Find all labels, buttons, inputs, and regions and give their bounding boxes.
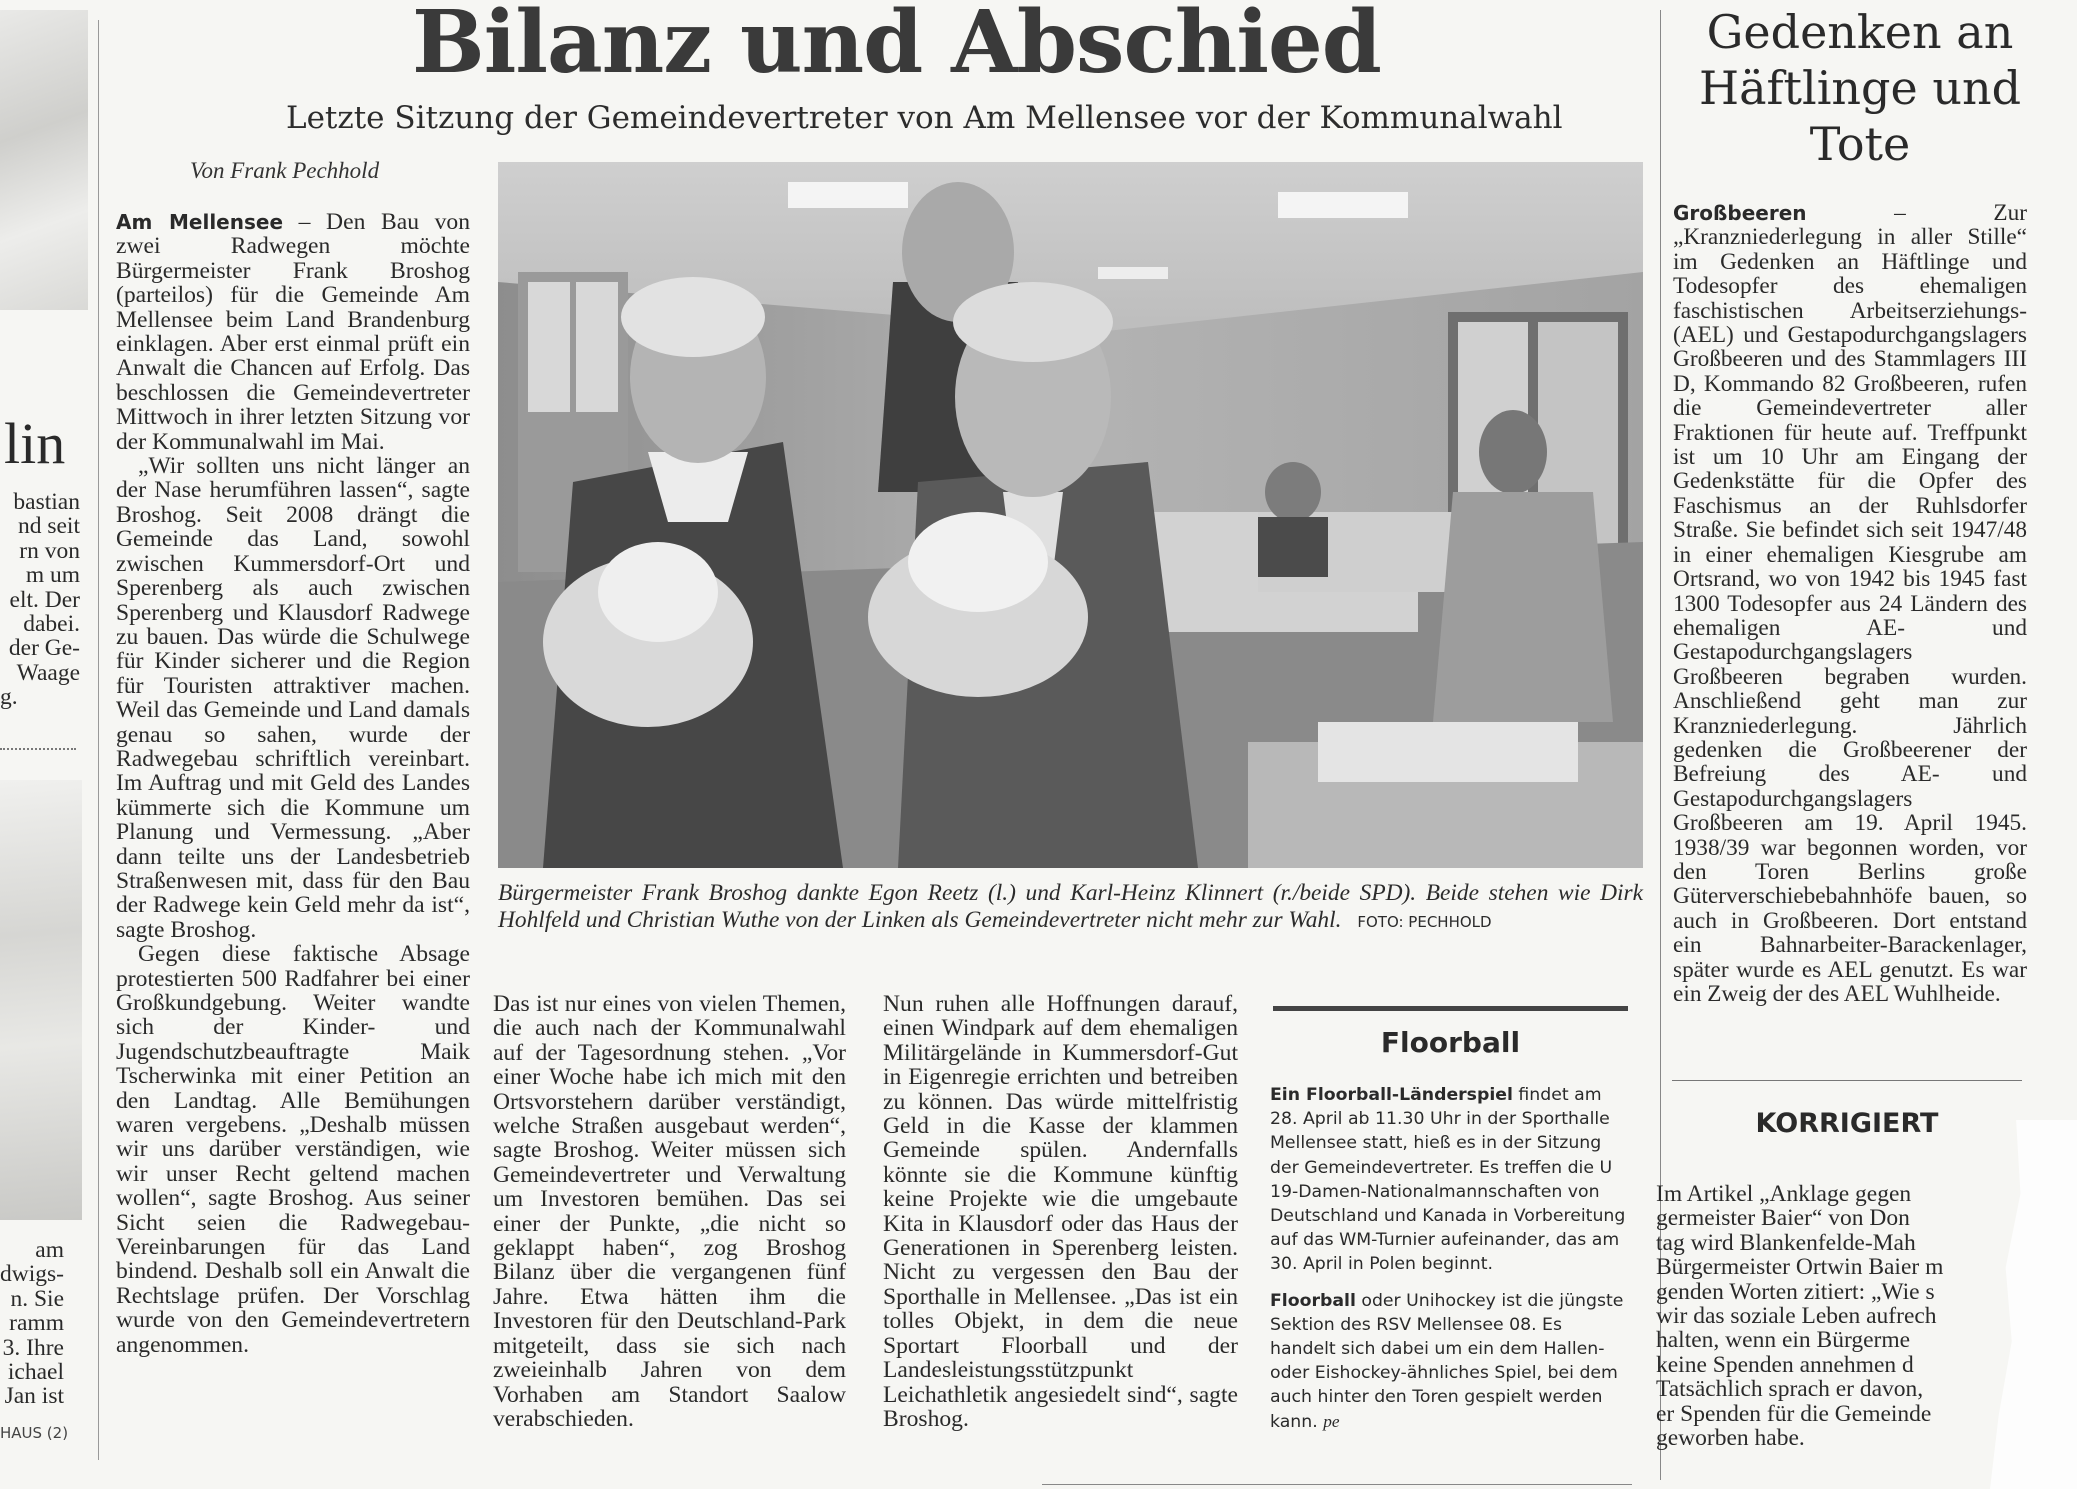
- paragraph: „Wir sollten uns nicht länger an der Nase herumführen lassen“, sagte Broshog. Seit 2008 drängt die Gemeinde das Land, sowohl zwischen Kummersdorf-Ort und Sperenberg als auch zwischen Sperenberg und Klausdorf Radwege zu bauen. Das würde die Schulwege für Kinder sicherer und die Region für Touristen attraktiver machen. Weil das Gemeinde und Land damals genau so sahen, wurde der Radwegebau schriftlich vereinbart. Im Auftrag und mit Geld des Landes kümmerte sich die Kommune um Planung und Vermessung. „Aber dann teilte uns der Landesbetrieb Straßenwesen mit, dass für den Bau der Radwege kein Geld mehr da ist“, sagte Broshog.: [116, 453, 470, 943]
- korrigiert-heading: KORRIGIERT: [1755, 1108, 1939, 1139]
- byline: Von Frank Pechhold: [190, 158, 380, 183]
- floorball-p2-lead: Floorball: [1270, 1290, 1356, 1311]
- left-fragment-line: ichael: [7, 1360, 64, 1385]
- floorball-p1-lead: Ein Floorball-Länderspiel: [1270, 1085, 1513, 1105]
- korrigiert-box: [1656, 1182, 1961, 1450]
- main-subheadline: Letzte Sitzung der Gemeindevertreter von Am Mellensee vor der Kommunalwahl: [286, 100, 1563, 136]
- korrigiert-line: genden Worten zitiert: „Wie s: [1656, 1279, 1935, 1305]
- korrigiert-line: geworben habe.: [1656, 1426, 1805, 1451]
- left-fragment-photo-top: [0, 10, 88, 310]
- korrigiert-line: wir das soziale Leben aufrech: [1656, 1304, 1937, 1329]
- left-fragment-line: 3. Ihre: [2, 1335, 64, 1361]
- left-fragment-text-bottom: [0, 1238, 64, 1409]
- left-fragment-photo-bottom: [0, 780, 82, 1220]
- left-fragment-line: ramm: [9, 1311, 64, 1336]
- main-column-2: [493, 992, 846, 1431]
- main-headline: Bilanz und Abschied: [412, 0, 1381, 93]
- left-fragment-line: nd seit: [17, 514, 80, 539]
- left-fragment-line: Waage: [16, 660, 80, 686]
- korrigiert-line: Tatsächlich sprach er davon,: [1656, 1377, 1924, 1402]
- paragraph: Gegen diese faktische Absage protestierten 500 Radfahrer bei einer Großkundgebung. Weiter wandte sich der Kinder- und Jugendschutzbeauftragte Maik Tscherwinka mit einer Petition an den Landtag. Alle Bemühungen waren vergebens. „Deshalb müssen wir uns darüber verständigen, wie wir unser Recht geltend machen wollen“, sagte Broshog. Aus seiner Sicht seien die Radwegebau-Vereinbarungen für das Land bindend. Deshalb soll ein Anwalt die Rechtslage prüfen. Der Vorschlag wurde von den Gemeindevertretern angenommen.: [116, 941, 470, 1358]
- left-fragment-credit: HAUS (2): [0, 1424, 69, 1442]
- right-headline: Gedenken an Häftlinge und Tote: [1698, 5, 2022, 171]
- caption-text: Bürgermeister Frank Broshog dankte Egon Reetz (l.) und Karl-Heinz Klinnert (r./beide SPD). Beide stehen wie Dirk Hohlfeld und Christian Wuthe von der Linken als Gemeindevertreter nicht mehr zur Wahl.: [498, 880, 1643, 933]
- column-rule-left: [98, 20, 99, 1460]
- left-fragment-line: g.: [0, 685, 18, 710]
- left-fragment-line: Jan ist: [4, 1384, 64, 1409]
- korrigiert-rule: [1672, 1080, 2022, 1081]
- left-fragment-word: lin: [4, 411, 66, 476]
- floorball-p2-text: oder Unihockey ist die jüngste Sektion des RSV Mellensee 08. Es handelt sich dabei um ein dem Hallen- oder Eishockey-ähnliches Spiel, bei dem auch hinter den Toren gespielt werden kann.: [1270, 1290, 1624, 1432]
- dateline: Am Mellensee: [116, 210, 284, 234]
- left-fragment-line: dwigs-: [0, 1262, 64, 1287]
- korrigiert-line: germeister Baier“ von Don: [1656, 1206, 1910, 1231]
- left-fragment-line: dabei.: [23, 612, 80, 637]
- photo-credit: FOTO: PECHHOLD: [1357, 913, 1492, 931]
- bottom-rule: [1042, 1484, 1632, 1485]
- right-dateline: Großbeeren: [1673, 201, 1807, 225]
- korrigiert-line: tag wird Blankenfelde-Mah: [1656, 1230, 1916, 1256]
- main-column-1: [116, 210, 470, 1357]
- left-fragment-line: m um: [25, 563, 80, 588]
- floorball-p1-text: findet am 28. April ab 11.30 Uhr in der Sporthalle Mellensee statt, hieß es in der Sitzung der Gemeindevertreter. Es treffen die U 19-Damen-Nationalmannschaften von Deutschland und Kanada in Vorbereitung auf das WM-Turnier aufeinander, das am 30. April in Polen beginnt.: [1270, 1085, 1626, 1275]
- left-fragment-line: der Ge-: [8, 636, 80, 661]
- korrigiert-line: Im Artikel „Anklage gegen: [1656, 1182, 1912, 1207]
- left-fragment-line: rn von: [19, 538, 80, 564]
- left-fragment-divider: [0, 748, 76, 750]
- paragraph: Nun ruhen alle Hoffnungen darauf, einen Windpark auf dem ehemaligen Militärgelände in Kummersdorf-Gut in Eigenregie errichten und betreiben zu können. Das würde mittelfristig Geld in die Kasse der klammen Gemeinde spülen. Andernfalls könnte sie die Kommune künftig keine Projekte wie die umgebaute Kita in Klausdorf oder das Haus der Generationen in Sperenberg leisten. Nicht zu vergessen den Bau der Sporthalle in Mellensee. „Das ist ein tolles Objekt, in dem die neue Sportart Floorball und der Landesleistungsstützpunkt Leichathletik angesiedelt sind“, sagte Broshog.: [883, 991, 1238, 1432]
- left-fragment-line: n. Sie: [10, 1286, 64, 1312]
- floorball-top-rule: [1273, 1006, 1628, 1011]
- korrigiert-line: halten, wenn ein Bürgerme: [1656, 1328, 1911, 1353]
- floorball-box: [1270, 1083, 1628, 1434]
- left-fragment-line: am: [35, 1238, 64, 1263]
- right-body-text: – Zur „Kranzniederlegung in aller Stille“ im Gedenken an Häftlinge und Todesopfer des ehemaligen faschistischen Arbeitserziehungs- (AEL) und Gestapodurchgangslagers Großbeeren und des Stammlagers III D, Kommando 82 Großbeeren, rufen die Gemeindevertreter aller Fraktionen für heute auf. Treffpunkt ist um 10 Uhr am Eingang der Gedenkstätte für die Opfer des Faschismus an der Ruhlsdorfer Straße. Sie befindet sich seit 1947/48 in einer ehemaligen Kiesgrube am Ortsrand, wo von 1942 bis 1945 fast 1300 Todesopfer aus 24 Ländern des ehemaligen AE- und Gestapodurchgangslagers Großbeeren begraben wurden. Anschließend geht man zur Kranzniederlegung. Jährlich gedenken die Großbeerener der Befreiung des AE- und Gestapodurchgangslagers Großbeeren am 19. April 1945. 1938/39 war begonnen worden, vor den Toren Berlins große Güterverschiebebahnhöfe bauen, so auch in Großbeeren. Dort entstand ein Bahnarbeiter-Barackenlager, später wurde es AEL genutzt. Es war ein Zweig der des AEL Wuhlheide.: [1673, 200, 2027, 1007]
- korrigiert-line: er Spenden für die Gemeinde: [1656, 1401, 1932, 1427]
- left-fragment-text-top: [0, 490, 80, 710]
- korrigiert-line: keine Spenden annehmen d: [1656, 1352, 1914, 1378]
- photo-illustration: [498, 162, 1643, 868]
- korrigiert-line: Bürgermeister Ortwin Baier m: [1656, 1255, 1944, 1280]
- left-fragment-line: elt. Der: [9, 587, 80, 613]
- article-photo: [498, 162, 1643, 868]
- paragraph: Das ist nur eines von vielen Themen, die auch nach der Kommunalwahl auf der Tagesordnung stehen. „Vor einer Woche habe ich mich mit den Ortsvorstehern darüber verständigt, welche Straßen ausgebaut werden“, sagte Broshog. Weiter müssen sich Gemeindevertreter und Verwaltung um Investoren bemühen. Das sei einer der Punkte, „die nicht so geklappt haben“, zog Broshog Bilanz über die vergangenen fünf Jahre. Etwa hätten ihm die Investoren für den Deutschland-Park mitgeteilt, dass sie sich nach zweieinhalb Jahren von dem Vorhaben am Standort Saalow verabschieden.: [493, 991, 846, 1432]
- floorball-heading: Floorball: [1380, 1026, 1521, 1059]
- lead-text: – Den Bau von zwei Radwegen möchte Bürgermeister Frank Broshog (parteilos) für die Gemeinde Am Mellensee beim Land Brandenburg einklagen. Aber erst einmal prüft ein Anwalt die Chancen auf Erfolg. Das beschlossen die Gemeindevertreter Mittwoch in ihrer letzten Sitzung vor der Kommunalwahl im Mai.: [116, 209, 470, 455]
- torn-paper-edge: [1990, 1120, 2077, 1489]
- left-fragment-line: bastian: [13, 490, 80, 515]
- main-column-3: [883, 992, 1238, 1431]
- floorball-signature: pe: [1323, 1411, 1340, 1431]
- right-article-body: [1673, 201, 2027, 1006]
- photo-caption: [498, 880, 1643, 936]
